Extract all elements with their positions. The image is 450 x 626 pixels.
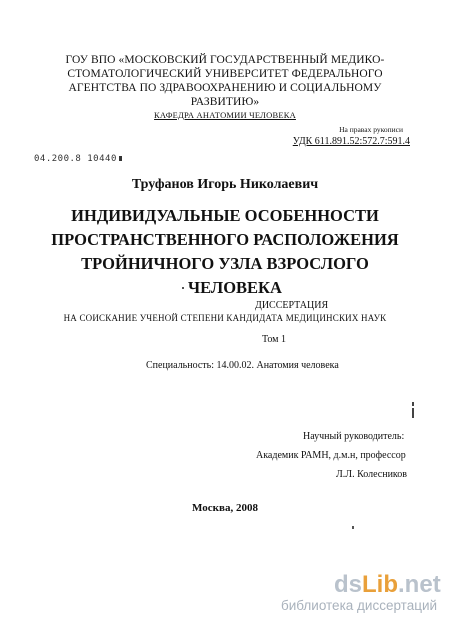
tick-mark bbox=[119, 156, 122, 161]
logo-lib: Lib bbox=[362, 571, 399, 598]
rights-note: На правах рукописи bbox=[339, 125, 403, 134]
logo-net: .net bbox=[398, 571, 441, 598]
speck-mark-2 bbox=[352, 526, 354, 529]
degree-line: НА СОИСКАНИЕ УЧЕНОЙ СТЕПЕНИ КАНДИДАТА МЕДИЦИНСКИХ НАУК bbox=[63, 313, 387, 323]
institution-line-3: АГЕНТСТВА ПО ЗДРАВООХРАНЕНИЮ И СОЦИАЛЬНОМУ bbox=[68, 82, 382, 94]
volume-label: Том 1 bbox=[262, 334, 286, 345]
registration-number bbox=[34, 154, 122, 164]
watermark-caption: библиотека диссертаций bbox=[281, 598, 438, 613]
author-name: Труфанов Игорь Николаевич bbox=[131, 177, 319, 192]
logo-ds: ds bbox=[334, 571, 363, 598]
dslib-logo bbox=[334, 573, 441, 597]
udk-code: УДК 611.891.52:572.7:591.4 bbox=[292, 136, 410, 147]
scan-mark-2 bbox=[412, 408, 414, 418]
supervisor-label: Научный руководитель: bbox=[303, 431, 405, 442]
institution-line-4: РАЗВИТИЮ» bbox=[190, 96, 260, 108]
scan-mark-1 bbox=[412, 402, 414, 406]
specialty-line: Специальность: 14.00.02. Анатомия человека bbox=[146, 360, 339, 371]
speck-mark bbox=[182, 287, 184, 289]
institution-line-2: СТОМАТОЛОГИЧЕСКИЙ УНИВЕРСИТЕТ ФЕДЕРАЛЬНОГО bbox=[67, 68, 383, 80]
title-line-1: ИНДИВИДУАЛЬНЫЕ ОСОБЕННОСТИ bbox=[71, 206, 379, 225]
title-line-4: ЧЕЛОВЕКА bbox=[188, 278, 282, 297]
title-line-2: ПРОСТРАНСТВЕННОГО РАСПОЛОЖЕНИЯ bbox=[51, 230, 399, 249]
institution-line-1: ГОУ ВПО «МОСКОВСКИЙ ГОСУДАРСТВЕННЫЙ МЕДИКО- bbox=[65, 54, 385, 66]
city-year: Москва, 2008 bbox=[192, 502, 258, 514]
supervisor-titles: Академик РАМН, д.м.н, профессор bbox=[256, 450, 406, 461]
supervisor-name: Л.Л. Колесников bbox=[336, 469, 407, 480]
title-line-3: ТРОЙНИЧНОГО УЗЛА ВЗРОСЛОГО bbox=[81, 254, 369, 273]
department-name: КАФЕДРА АНАТОМИИ ЧЕЛОВЕКА bbox=[154, 110, 296, 120]
registration-number-text: 04.200.8 10440 bbox=[34, 154, 117, 164]
dissertation-label: ДИССЕРТАЦИЯ bbox=[255, 300, 329, 311]
